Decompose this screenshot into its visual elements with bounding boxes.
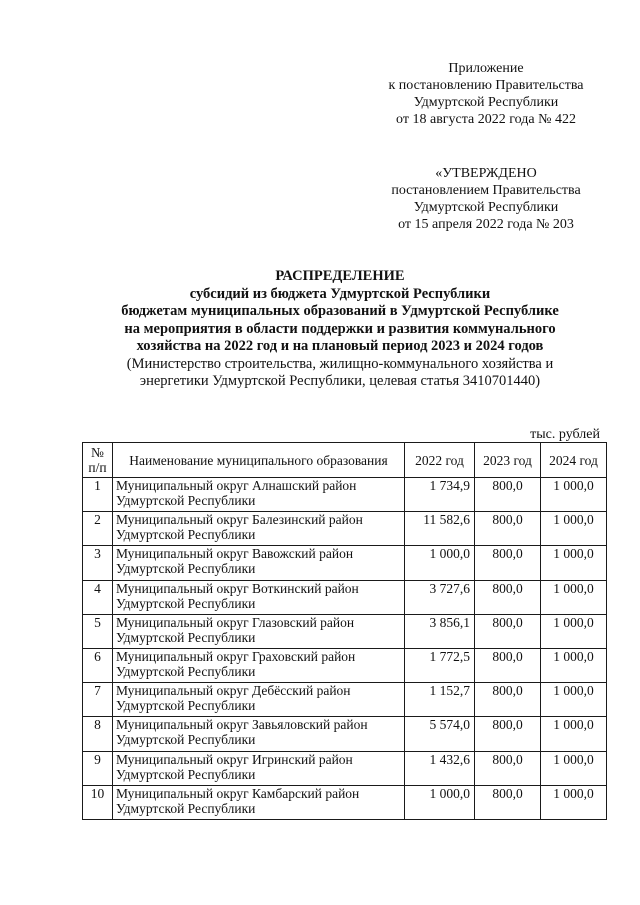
header-num: № п/п	[83, 443, 113, 478]
table-row	[83, 512, 607, 546]
row-number: 3	[83, 546, 113, 580]
row-value-2022: 1 000,0	[405, 785, 475, 819]
row-value-2024: 1 000,0	[541, 512, 607, 546]
row-value-2022: 11 582,6	[405, 512, 475, 546]
row-value-2022: 1 772,5	[405, 648, 475, 682]
row-value-2024: 1 000,0	[541, 478, 607, 512]
appendix-line: к постановлению Правительства	[388, 78, 584, 93]
row-value-2023: 800,0	[475, 683, 541, 717]
title-heading: РАСПРЕДЕЛЕНИЕ	[275, 268, 405, 284]
row-municipality-name: Муниципальный округ Дебёсский район Удмуртской Республики	[113, 683, 405, 717]
header-2022: 2022 год	[405, 443, 475, 478]
header-2024: 2024 год	[541, 443, 607, 478]
table-row	[83, 546, 607, 580]
row-number: 4	[83, 580, 113, 614]
row-number: 2	[83, 512, 113, 546]
header-name: Наименование муниципального образования	[113, 443, 405, 478]
approval-block	[355, 165, 617, 233]
row-municipality-name: Муниципальный округ Балезинский район Удмуртской Республики	[113, 512, 405, 546]
approval-line: от 15 апреля 2022 года № 203	[398, 217, 574, 232]
row-municipality-name: Муниципальный округ Воткинский район Удмуртской Республики	[113, 580, 405, 614]
document-title	[70, 268, 610, 391]
approval-line: «УТВЕРЖДЕНО	[435, 166, 537, 181]
approval-line: постановлением Правительства	[391, 183, 581, 198]
units-label: тыс. рублей	[530, 427, 600, 442]
row-value-2023: 800,0	[475, 580, 541, 614]
header-2023: 2023 год	[475, 443, 541, 478]
appendix-line: Удмуртской Республики	[413, 95, 559, 110]
subsidy-table	[82, 442, 607, 820]
table-row	[83, 580, 607, 614]
row-value-2022: 1 432,6	[405, 751, 475, 785]
approval-line: Удмуртской Республики	[413, 200, 559, 215]
row-value-2024: 1 000,0	[541, 751, 607, 785]
row-value-2024: 1 000,0	[541, 683, 607, 717]
row-number: 7	[83, 683, 113, 717]
row-value-2024: 1 000,0	[541, 648, 607, 682]
row-value-2022: 5 574,0	[405, 717, 475, 751]
row-value-2022: 3 856,1	[405, 614, 475, 648]
row-value-2023: 800,0	[475, 785, 541, 819]
appendix-line: от 18 августа 2022 года № 422	[396, 112, 576, 127]
row-value-2023: 800,0	[475, 648, 541, 682]
row-value-2022: 3 727,6	[405, 580, 475, 614]
row-number: 1	[83, 478, 113, 512]
row-municipality-name: Муниципальный округ Алнашский район Удмуртской Республики	[113, 478, 405, 512]
row-municipality-name: Муниципальный округ Завьяловский район Удмуртской Республики	[113, 717, 405, 751]
row-municipality-name: Муниципальный округ Камбарский район Удмуртской Республики	[113, 785, 405, 819]
table-row	[83, 785, 607, 819]
row-number: 10	[83, 785, 113, 819]
row-value-2022: 1 000,0	[405, 546, 475, 580]
row-value-2024: 1 000,0	[541, 580, 607, 614]
row-value-2022: 1 152,7	[405, 683, 475, 717]
row-municipality-name: Муниципальный округ Глазовский район Удмуртской Республики	[113, 614, 405, 648]
row-value-2023: 800,0	[475, 751, 541, 785]
row-number: 9	[83, 751, 113, 785]
title-line: хозяйства на 2022 год и на плановый период 2023 и 2024 годов	[136, 338, 544, 354]
row-value-2023: 800,0	[475, 512, 541, 546]
table-row	[83, 717, 607, 751]
title-line: субсидий из бюджета Удмуртской Республики	[189, 285, 491, 302]
table-row	[83, 683, 607, 717]
row-number: 6	[83, 648, 113, 682]
row-value-2023: 800,0	[475, 478, 541, 512]
table-row	[83, 751, 607, 785]
table-row	[83, 614, 607, 648]
row-municipality-name: Муниципальный округ Игринский район Удмуртской Республики	[113, 751, 405, 785]
row-municipality-name: Муниципальный округ Граховский район Удмуртской Республики	[113, 648, 405, 682]
row-value-2024: 1 000,0	[541, 546, 607, 580]
row-municipality-name: Муниципальный округ Вавожский район Удмуртской Республики	[113, 546, 405, 580]
row-value-2023: 800,0	[475, 614, 541, 648]
row-number: 8	[83, 717, 113, 751]
row-value-2022: 1 734,9	[405, 478, 475, 512]
table-row	[83, 478, 607, 512]
appendix-line: Приложение	[448, 61, 524, 76]
row-value-2023: 800,0	[475, 717, 541, 751]
row-number: 5	[83, 614, 113, 648]
row-value-2024: 1 000,0	[541, 785, 607, 819]
row-value-2023: 800,0	[475, 546, 541, 580]
appendix-block	[355, 60, 617, 128]
row-value-2024: 1 000,0	[541, 717, 607, 751]
title-note: энергетики Удмуртской Республики, целевая статья 3410701440)	[139, 373, 541, 389]
table-header-row	[83, 443, 607, 478]
title-line: бюджетам муниципальных образований в Удмуртской Республике	[121, 303, 559, 319]
title-note: (Министерство строительства, жилищно-коммунального хозяйства и	[126, 355, 554, 372]
table-row	[83, 648, 607, 682]
row-value-2024: 1 000,0	[541, 614, 607, 648]
title-line: на мероприятия в области поддержки и развития коммунального	[124, 320, 556, 337]
